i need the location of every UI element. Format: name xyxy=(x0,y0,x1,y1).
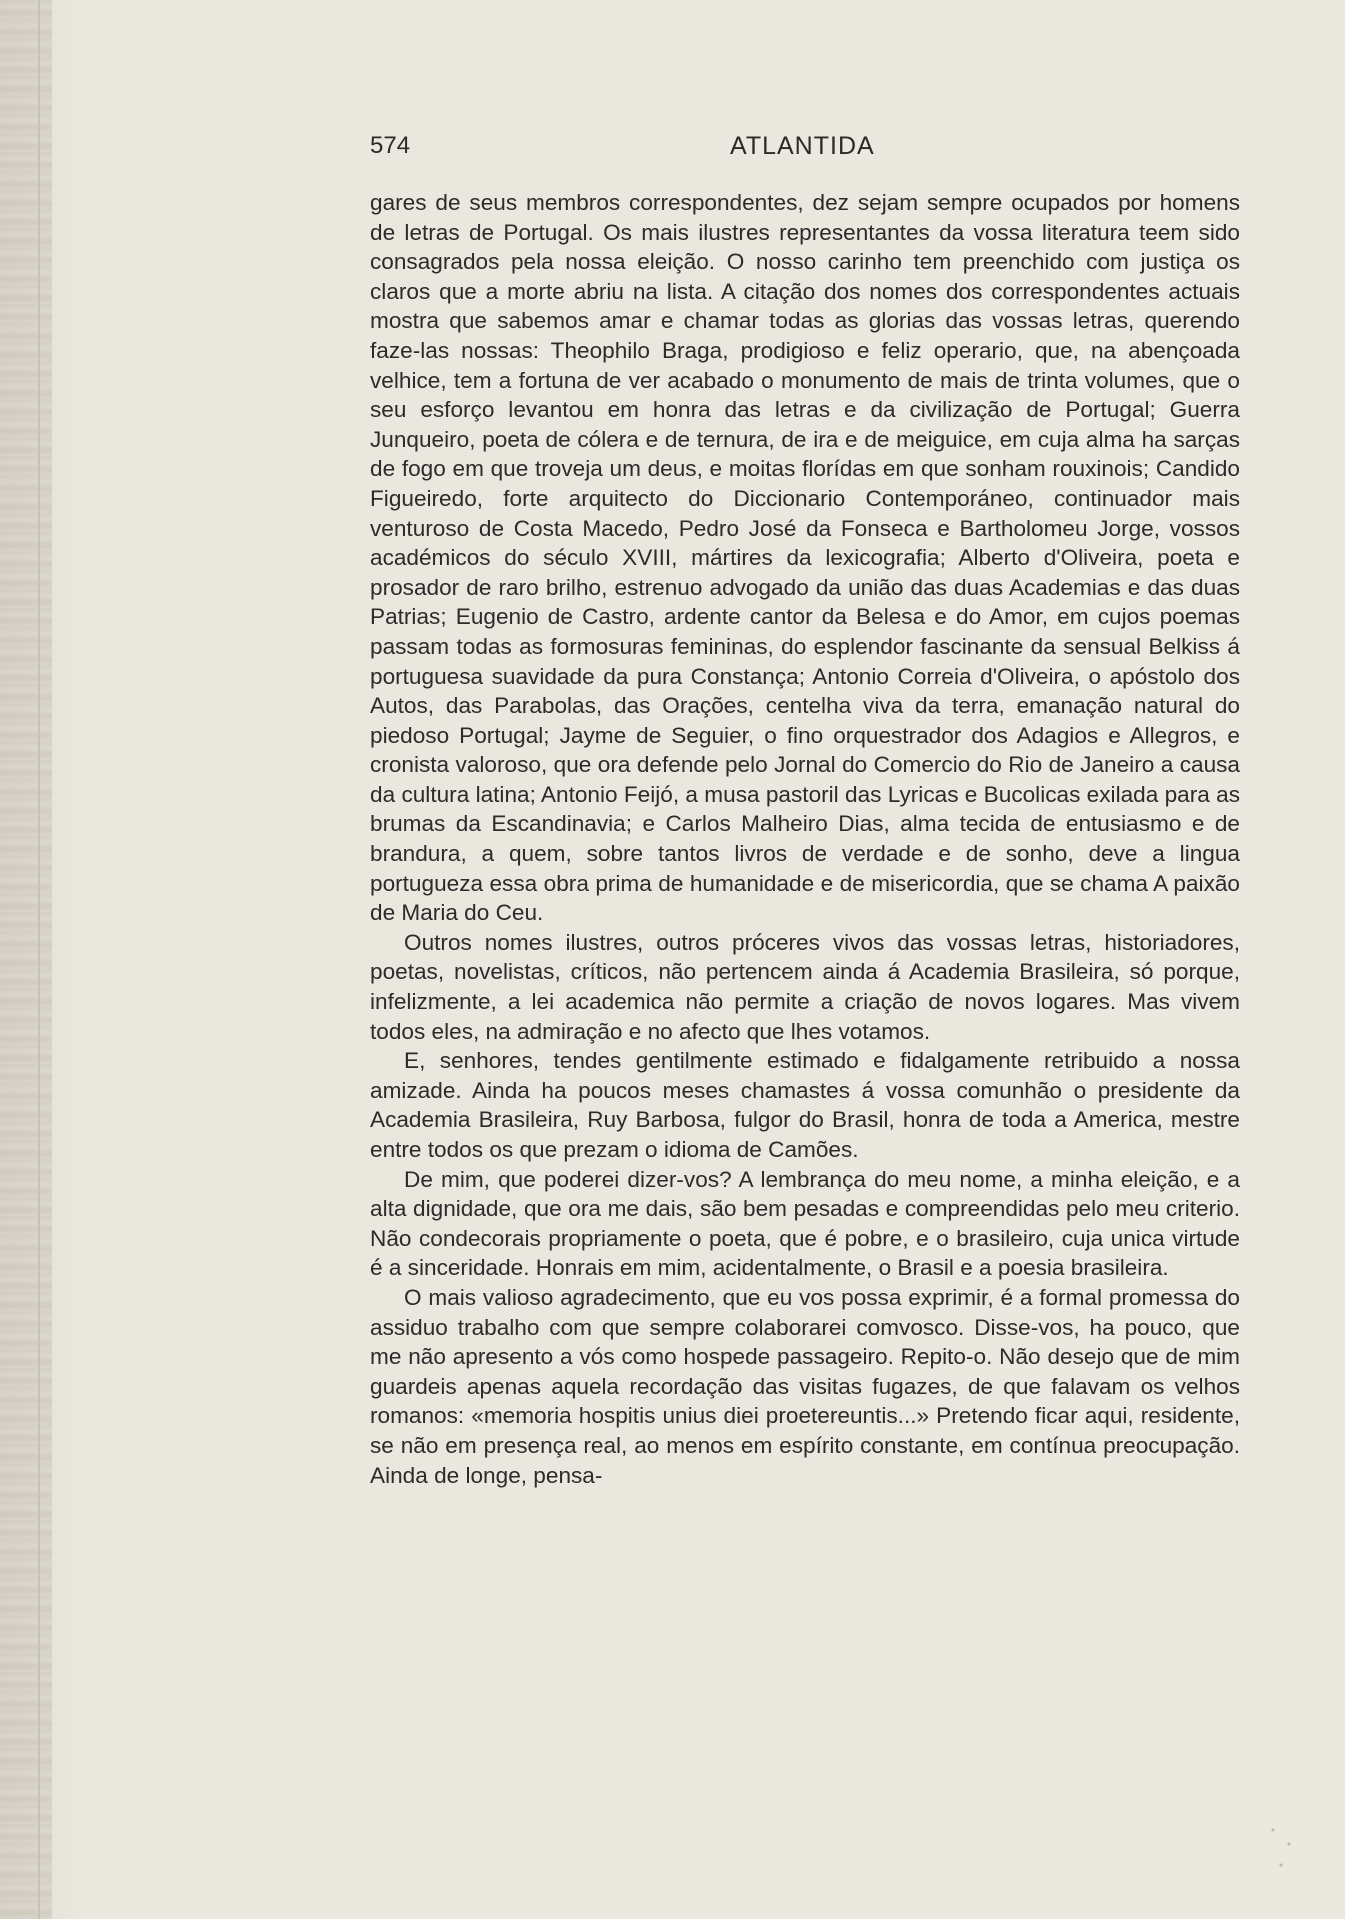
paragraph: Outros nomes ilustres, outros próceres vivos das vossas letras, historiadores, poetas, novelistas, críticos, não pertencem ainda á Academia Brasileira, só porque, infelizmente, a lei academica não permite a criação de novos logares. Mas vivem todos eles, na admiração e no afecto que lhes votamos. xyxy=(370,929,1240,1044)
paragraph: E, senhores, tendes gentilmente estimado e fidalgamente retribuido a nossa amizade. Ainda ha poucos meses chamastes á vossa comunhão o presidente da Academia Brasileira, Ruy Barbosa, fulgor do Brasil, honra de toda a America, mestre entre todos os que prezam o idioma de Camões. xyxy=(370,1048,1240,1162)
paper-stain xyxy=(1265,1809,1305,1879)
paragraph: De mim, que poderei dizer-vos? A lembrança do meu nome, a minha eleição, e a alta dignidade, que ora me dais, são bem pesadas e compreendidas pelo meu criterio. Não condecorais propriamente o poeta, que é pobre, e o brasileiro, cuja unica virtude é a sinceridade. Honrais em mim, acidentalmente, o Brasil e a poesia brasileira. xyxy=(370,1166,1240,1281)
page-header xyxy=(370,132,1240,172)
paragraph: gares de seus membros correspondentes, dez sejam sempre ocupados por homens de letras de Portugal. Os mais ilustres representantes da vossa literatura teem sido consagrados pela nossa eleição. O nosso carinho tem preenchido com justiça os claros que a morte abriu na lista. A citação dos nomes dos correspondentes actuais mostra que sabemos amar e chamar todas as glorias das vossas letras, querendo faze-las nossas: Theophilo Braga, prodigioso e feliz operario, que, na abençoada velhice, tem a fortuna de ver acabado o monumento de mais de trinta volumes, que o seu esforço levantou em honra das letras e da civilização de Portugal; Guerra Junqueiro, poeta de cólera e de ternura, de ira e de meiguice, em cuja alma ha sarças de fogo em que troveja um deus, e moitas florídas em que sonham rouxinois; Candido Figueiredo, forte arquitecto do Diccionario Contemporáneo, continuador mais venturoso de Costa Macedo, Pedro José da Fonseca e Bartholomeu Jorge, vossos académicos do século XVIII, mártires da lexicografia; Alberto d'Oliveira, poeta e prosador de raro brilho, estrenuo advogado da união das duas Academias e das duas Patrias; Eugenio de Castro, ardente cantor da Belesa e do Amor, em cujos poemas passam todas as formosuras femininas, do esplendor fascinante da sensual Belkiss á portuguesa suavidade da pura Constança; Antonio Correia d'Oliveira, o apóstolo dos Autos, das Parabolas, das Orações, centelha viva da terra, emanação natural do piedoso Portugal; Jayme de Seguier, o fino orquestrador dos Adagios e Allegros, e cronista valoroso, que ora defende pelo Jornal do Comercio do Rio de Janeiro a causa da cultura latina; Antonio Feijó, a musa pastoril das Lyricas e Bucolicas exilada para as brumas da Escandinavia; e Carlos Malheiro Dias, alma tecida de entusiasmo e de brandura, a quem, sobre tantos livros de verdade e de sonho, deve a lingua portugueza essa obra prima de humanidade e de misericordia, que se chama A paixão de Maria do Ceu. xyxy=(370,190,1240,926)
running-title: ATLANTIDA xyxy=(730,132,875,160)
body-text xyxy=(370,188,1240,1490)
page-binding-edge xyxy=(0,0,52,1919)
paragraph: O mais valioso agradecimento, que eu vos possa exprimir, é a formal promessa do assiduo trabalho com que sempre colaborarei comvosco. Disse-vos, ha pouco, que me não apresento a vós como hospede passageiro. Repito-o. Não desejo que de mim guardeis apenas aquela recordação das visitas fugazes, de que falavam os velhos romanos: «memoria hospitis unius diei proetereuntis...» Pretendo ficar aqui, residente, se não em presença real, ao menos em espírito constante, em contínua preocupação. Ainda de longe, pensa- xyxy=(370,1284,1240,1488)
page-number: 574 xyxy=(370,132,411,159)
